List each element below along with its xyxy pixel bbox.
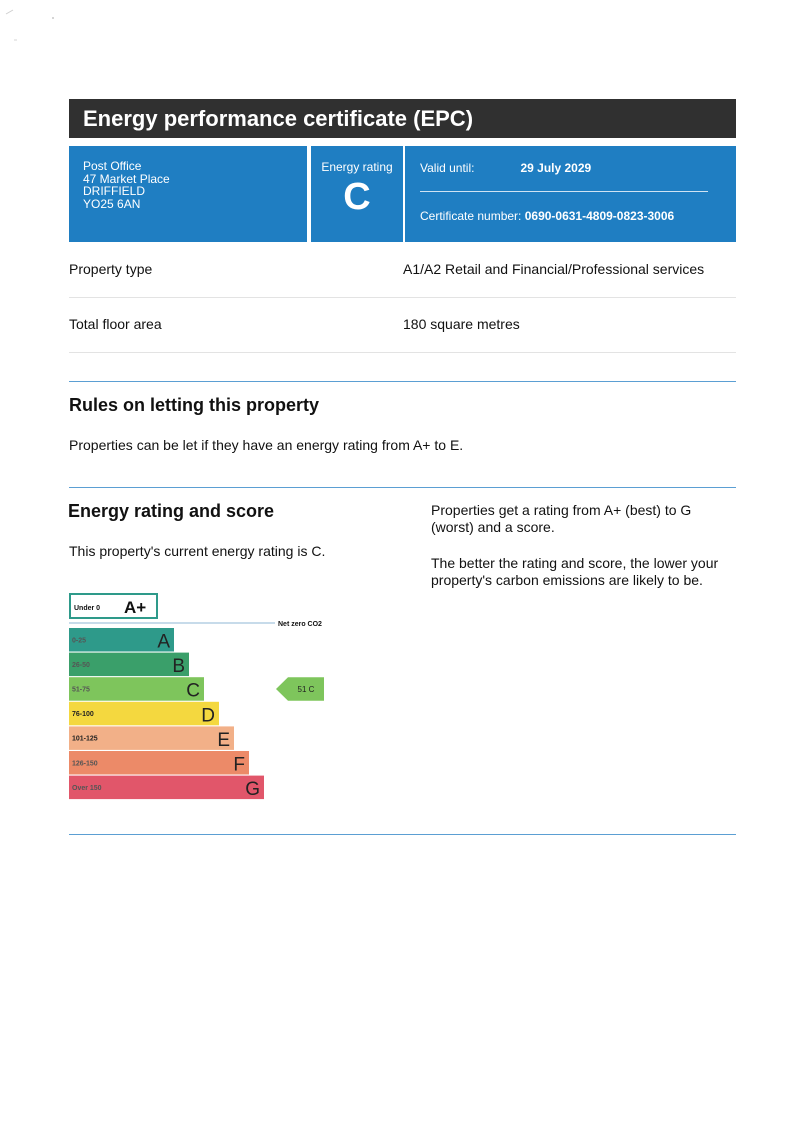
address-panel bbox=[69, 146, 307, 242]
address-line: Post Office bbox=[83, 159, 142, 173]
band-letter-b: B bbox=[172, 656, 185, 678]
address-line: YO25 6AN bbox=[83, 196, 141, 211]
band-range-g: Over 150 bbox=[72, 784, 102, 792]
energy-rating-label: Energy rating bbox=[321, 160, 393, 174]
row-divider bbox=[69, 297, 736, 298]
energy-rating-panel bbox=[311, 146, 403, 242]
floor-area-value: 180 square metres bbox=[403, 316, 520, 332]
band-letter-f: F bbox=[233, 754, 245, 776]
validity-divider bbox=[420, 191, 708, 192]
certificate-title: Energy performance certificate (EPC) bbox=[69, 99, 736, 138]
validity-panel bbox=[405, 146, 736, 242]
certificate-number: 0690-0631-4809-0823-3006 bbox=[524, 209, 675, 223]
current-rating-text: This property's current energy rating is C. bbox=[69, 543, 326, 559]
aplus-range: Under 0 bbox=[74, 605, 101, 612]
address-line: DRIFFIELD bbox=[83, 184, 146, 198]
band-range-e: 101-125 bbox=[72, 735, 98, 743]
band-letter-a: A bbox=[157, 631, 170, 653]
energy-rating-value: C bbox=[343, 176, 371, 218]
certificate-number-label: Certificate number: bbox=[420, 209, 522, 223]
valid-until-date: 29 July 2029 bbox=[520, 161, 592, 175]
band-range-a: 0-25 bbox=[72, 637, 87, 645]
section-divider bbox=[69, 487, 736, 488]
current-rating-label: 51 C bbox=[297, 684, 315, 694]
address-line: 47 Market Place bbox=[83, 171, 170, 186]
rating-explainer: Properties get a rating from A+ (best) to G (worst) and a score. bbox=[431, 502, 692, 535]
row-divider bbox=[69, 352, 736, 353]
carbon-explainer: The better the rating and score, the lower your property's carbon emissions are likely to be. bbox=[431, 555, 719, 588]
band-letter-d: D bbox=[201, 705, 215, 727]
section-divider bbox=[69, 381, 736, 382]
section-divider bbox=[69, 834, 736, 835]
band-letter-e: E bbox=[217, 729, 230, 751]
band-range-f: 126-150 bbox=[72, 760, 98, 768]
net-zero-label: Net zero CO2 bbox=[278, 621, 322, 628]
energy-rating-chart bbox=[66, 590, 366, 805]
letting-text: Properties can be let if they have an energy rating from A+ to E. bbox=[69, 437, 464, 453]
property-type-label: Property type bbox=[69, 261, 153, 277]
valid-until-label: Valid until: bbox=[420, 161, 475, 175]
score-heading: Energy rating and score bbox=[68, 501, 275, 521]
band-range-c: 51-75 bbox=[72, 686, 90, 694]
band-range-d: 76-100 bbox=[72, 711, 94, 719]
floor-area-label: Total floor area bbox=[69, 316, 162, 332]
letting-heading: Rules on letting this property bbox=[69, 395, 320, 415]
band-letter-g: G bbox=[245, 779, 260, 801]
property-type-value: A1/A2 Retail and Financial/Professional services bbox=[403, 261, 705, 277]
scan-specks bbox=[0, 0, 80, 50]
band-range-b: 26-50 bbox=[72, 661, 90, 669]
aplus-letter: A+ bbox=[124, 598, 147, 617]
band-letter-c: C bbox=[186, 680, 200, 702]
